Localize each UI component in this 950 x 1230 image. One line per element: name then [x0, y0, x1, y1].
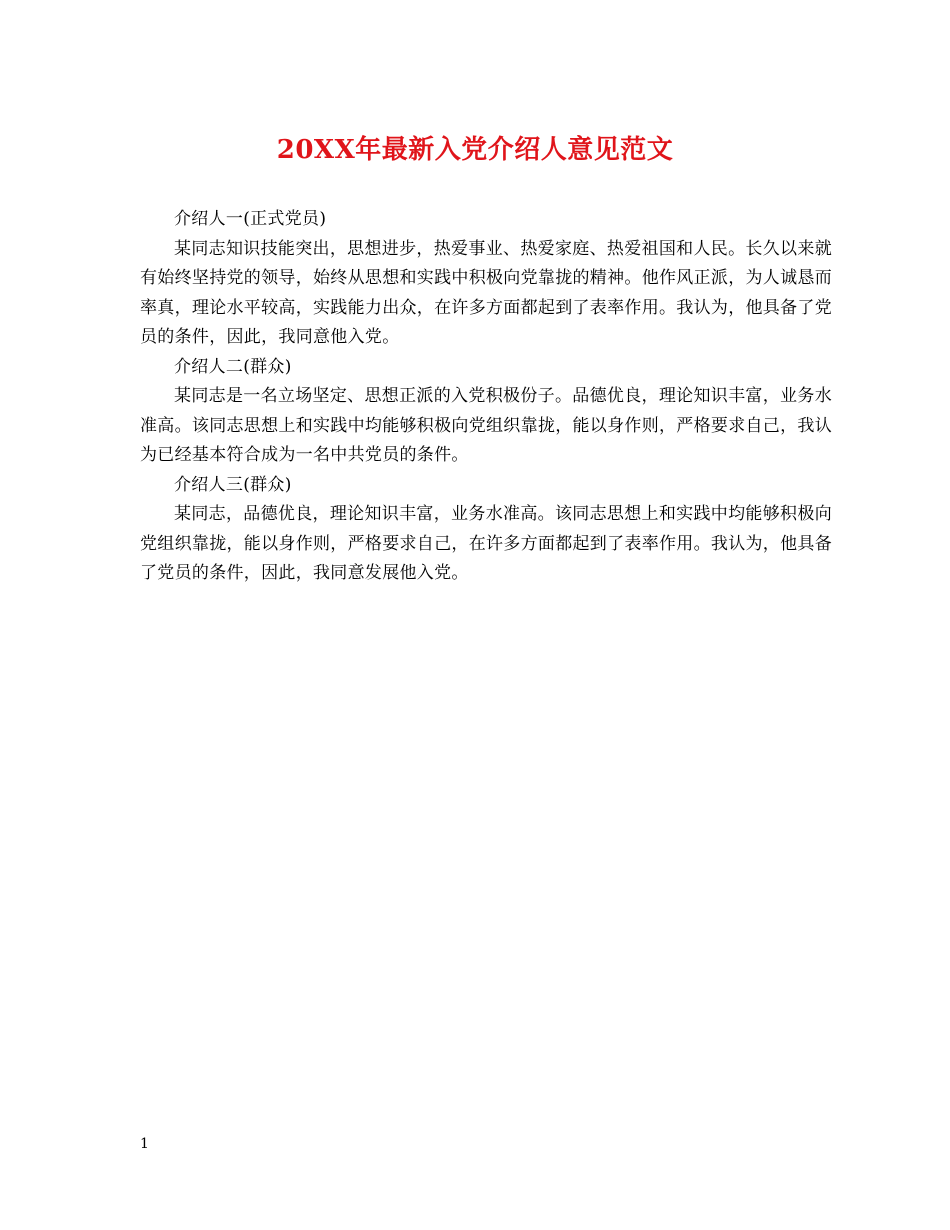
section-heading-1: 介绍人一(正式党员)	[174, 209, 327, 229]
document-title: 20XX年最新入党介绍人意见范文	[276, 135, 674, 165]
section-heading-3: 介绍人三(群众)	[174, 474, 292, 495]
page-number: 1	[140, 1136, 149, 1152]
section-paragraph-1: 某同志知识技能突出，思想进步，热爱事业、热爱家庭、热爱祖国和人民。长久以来就有始终坚持党的领导，始终从思想和实践中积极向党靠拢的精神。他作风正派，为人诚恳而率真，理论水平较高，实践能力出众，在许多方面都起到了表率作用。我认为，他具备了党员的条件，因此，我同意他入党。	[140, 238, 832, 347]
section-paragraph-2: 某同志是一名立场坚定、思想正派的入党积极份子。品德优良，理论知识丰富，业务水准高。该同志思想上和实践中均能够积极向党组织靠拢，能以身作则，严格要求自己，我认为已经基本符合成为一名中共党员的条件。	[140, 386, 832, 465]
section-heading-2: 介绍人二(群众)	[174, 356, 292, 377]
section-paragraph-3: 某同志，品德优良，理论知识丰富，业务水准高。该同志思想上和实践中均能够积极向党组织靠拢，能以身作则，严格要求自己，在许多方面都起到了表率作用。我认为，他具备了党员的条件，因此，我同意发展他入党。	[140, 504, 832, 583]
document-body	[140, 205, 832, 589]
